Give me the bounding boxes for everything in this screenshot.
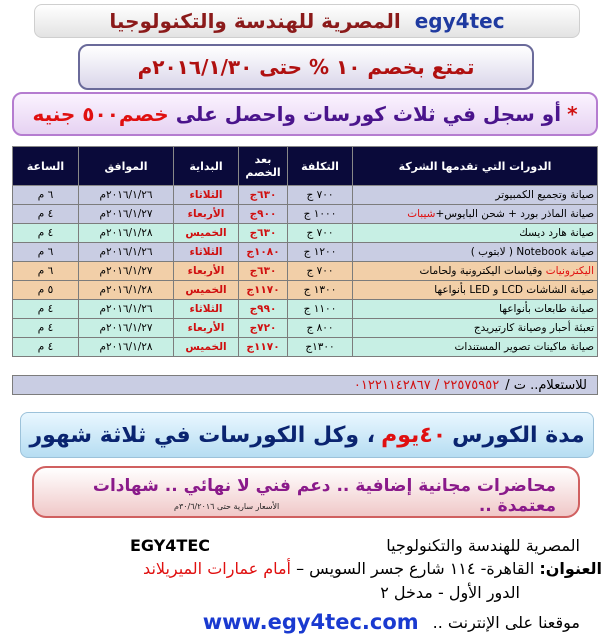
inquiry-label: للاستعلام.. ت / bbox=[505, 377, 587, 393]
company-name-arabic: المصرية للهندسة والتكنولوجيا bbox=[109, 9, 401, 33]
course-time: ٤ م bbox=[13, 319, 79, 338]
table-row bbox=[13, 243, 598, 262]
course-time: ٦ م bbox=[13, 186, 79, 205]
course-name: صيانة وتجميع الكمبيوتر bbox=[353, 186, 598, 205]
course-discounted: ١٠٨٠ج bbox=[239, 243, 288, 262]
course-name-highlight: اليكترونيات bbox=[545, 265, 594, 277]
duration-banner bbox=[20, 412, 594, 458]
course-name: صيانة الماذر بورد + شحن البايوس+شيبات bbox=[353, 205, 598, 224]
course-time: ٥ م bbox=[13, 281, 79, 300]
course-time: ٤ م bbox=[13, 205, 79, 224]
course-discounted: ٩٩٠ج bbox=[239, 300, 288, 319]
address-highlight: أمام عمارات الميريلاند bbox=[143, 559, 291, 578]
courses-table bbox=[12, 146, 598, 357]
course-name: تعبئة أحبار وصيانة كارتيريدج bbox=[353, 319, 598, 338]
contact-floor: الدور الأول - مدخل ٢ bbox=[380, 583, 520, 602]
prices-note: الأسعار سارية حتى ٣٠/٦/٢٠١٦م bbox=[174, 502, 280, 511]
inquiry-phones[interactable]: ٢٢٥٧٥٩٥٢ / ٠١٢٢١١٤٢٨٦٧ bbox=[353, 377, 500, 393]
course-cost: ٧٠٠ ج bbox=[288, 262, 353, 281]
benefits-text: محاضرات مجانية إضافية .. دعم فني لا نهائي .. شهادات معتمدة .. bbox=[92, 476, 556, 516]
course-name: اليكترونيات وقياسات اليكترونية ولحامات bbox=[353, 262, 598, 281]
course-time: ٦ م bbox=[13, 243, 79, 262]
course-day: الخميس bbox=[174, 338, 239, 357]
table-row bbox=[13, 338, 598, 357]
company-brand: egy4tec bbox=[414, 9, 505, 33]
promo-text: تمتع بخصم ١٠ % حتى ٢٠١٦/١/٣٠م bbox=[137, 55, 475, 79]
header-after-discount: بعد الخصم bbox=[239, 147, 288, 186]
header-cost: التكلفة bbox=[288, 147, 353, 186]
course-date: ٢٠١٦/١/٢٨م bbox=[79, 338, 174, 357]
inquiry-bar bbox=[12, 375, 598, 395]
contact-company-ar: المصرية للهندسة والتكنولوجيا bbox=[386, 536, 580, 555]
contact-address: العنوان: القاهرة- ١١٤ شارع جسر السويس – أمام عمارات الميريلاند bbox=[143, 559, 602, 578]
course-date: ٢٠١٦/١/٢٧م bbox=[79, 205, 174, 224]
course-discounted: ١١٧٠ج bbox=[239, 338, 288, 357]
contact-website bbox=[203, 610, 580, 634]
website-label: موقعنا على الإنترنت .. bbox=[432, 612, 580, 632]
course-cost: ٧٠٠ ج bbox=[288, 186, 353, 205]
header-start: البداية bbox=[174, 147, 239, 186]
course-cost: ١٠٠٠ ج bbox=[288, 205, 353, 224]
table-row bbox=[13, 281, 598, 300]
course-cost: ١٣٠٠ ج bbox=[288, 281, 353, 300]
table-row bbox=[13, 319, 598, 338]
contact-company-en: EGY4TEC bbox=[130, 536, 211, 555]
duration-days: ٤٠يوم bbox=[381, 422, 447, 448]
course-cost: ١٢٠٠ ج bbox=[288, 243, 353, 262]
course-name: صيانة طابعات بأنواعها bbox=[353, 300, 598, 319]
course-cost: ٧٠٠ ج bbox=[288, 224, 353, 243]
table-row bbox=[13, 224, 598, 243]
website-link[interactable]: www.egy4tec.com bbox=[202, 610, 419, 634]
register-offer-text: أو سجل في ثلاث كورسات واحصل على bbox=[175, 102, 562, 126]
course-cost: ١١٠٠ ج bbox=[288, 300, 353, 319]
course-date: ٢٠١٦/١/٢٨م bbox=[79, 224, 174, 243]
course-name: صيانة الشاشات LCD و LED بأنواعها bbox=[353, 281, 598, 300]
course-day: الثلاثاء bbox=[174, 300, 239, 319]
table-header-row bbox=[13, 147, 598, 186]
table-row bbox=[13, 300, 598, 319]
table-row bbox=[13, 205, 598, 224]
course-discounted: ٩٠٠ج bbox=[239, 205, 288, 224]
course-discounted: ٦٣٠ج bbox=[239, 224, 288, 243]
header-time: الساعة bbox=[13, 147, 79, 186]
course-time: ٤ م bbox=[13, 300, 79, 319]
course-date: ٢٠١٦/١/٢٦م bbox=[79, 300, 174, 319]
course-day: الأربعاء bbox=[174, 205, 239, 224]
register-offer-highlight: خصم٥٠٠ جنيه bbox=[32, 102, 169, 126]
course-date: ٢٠١٦/١/٢٨م bbox=[79, 281, 174, 300]
address-label: العنوان: bbox=[539, 559, 602, 578]
course-cost: ٨٠٠ ج bbox=[288, 319, 353, 338]
duration-after: ، وكل الكورسات في ثلاثة شهور bbox=[29, 422, 376, 448]
top-header-banner bbox=[34, 4, 580, 38]
header-date: الموافق bbox=[79, 147, 174, 186]
course-discounted: ٧٢٠ج bbox=[239, 319, 288, 338]
course-cost: ١٣٠٠ج bbox=[288, 338, 353, 357]
course-date: ٢٠١٦/١/٢٦م bbox=[79, 243, 174, 262]
table-row bbox=[13, 262, 598, 281]
register-offer-banner bbox=[12, 92, 598, 136]
header-course: الدورات التي تقدمها الشركة bbox=[353, 147, 598, 186]
course-day: الأربعاء bbox=[174, 319, 239, 338]
course-name: صيانة ماكينات تصوير المستندات bbox=[353, 338, 598, 357]
course-time: ٤ م bbox=[13, 338, 79, 357]
course-discounted: ٦٣٠ج bbox=[239, 186, 288, 205]
benefits-banner bbox=[32, 466, 580, 518]
course-time: ٦ م bbox=[13, 262, 79, 281]
discount-promo-banner bbox=[78, 44, 534, 90]
course-name-extra: شيبات bbox=[407, 208, 436, 220]
course-name: صيانة Notebook ( لابتوب ) bbox=[353, 243, 598, 262]
course-discounted: ٦٣٠ج bbox=[239, 262, 288, 281]
course-name: صيانة هارد ديسك bbox=[353, 224, 598, 243]
course-day: الأربعاء bbox=[174, 262, 239, 281]
course-day: الثلاثاء bbox=[174, 243, 239, 262]
course-date: ٢٠١٦/١/٢٦م bbox=[79, 186, 174, 205]
course-day: الخميس bbox=[174, 224, 239, 243]
course-day: الخميس bbox=[174, 281, 239, 300]
course-discounted: ١١٧٠ج bbox=[239, 281, 288, 300]
star-mark: * bbox=[567, 102, 578, 126]
duration-before: مدة الكورس bbox=[452, 422, 585, 448]
course-date: ٢٠١٦/١/٢٧م bbox=[79, 262, 174, 281]
course-date: ٢٠١٦/١/٢٧م bbox=[79, 319, 174, 338]
course-day: الثلاثاء bbox=[174, 186, 239, 205]
course-time: ٤ م bbox=[13, 224, 79, 243]
table-row bbox=[13, 186, 598, 205]
